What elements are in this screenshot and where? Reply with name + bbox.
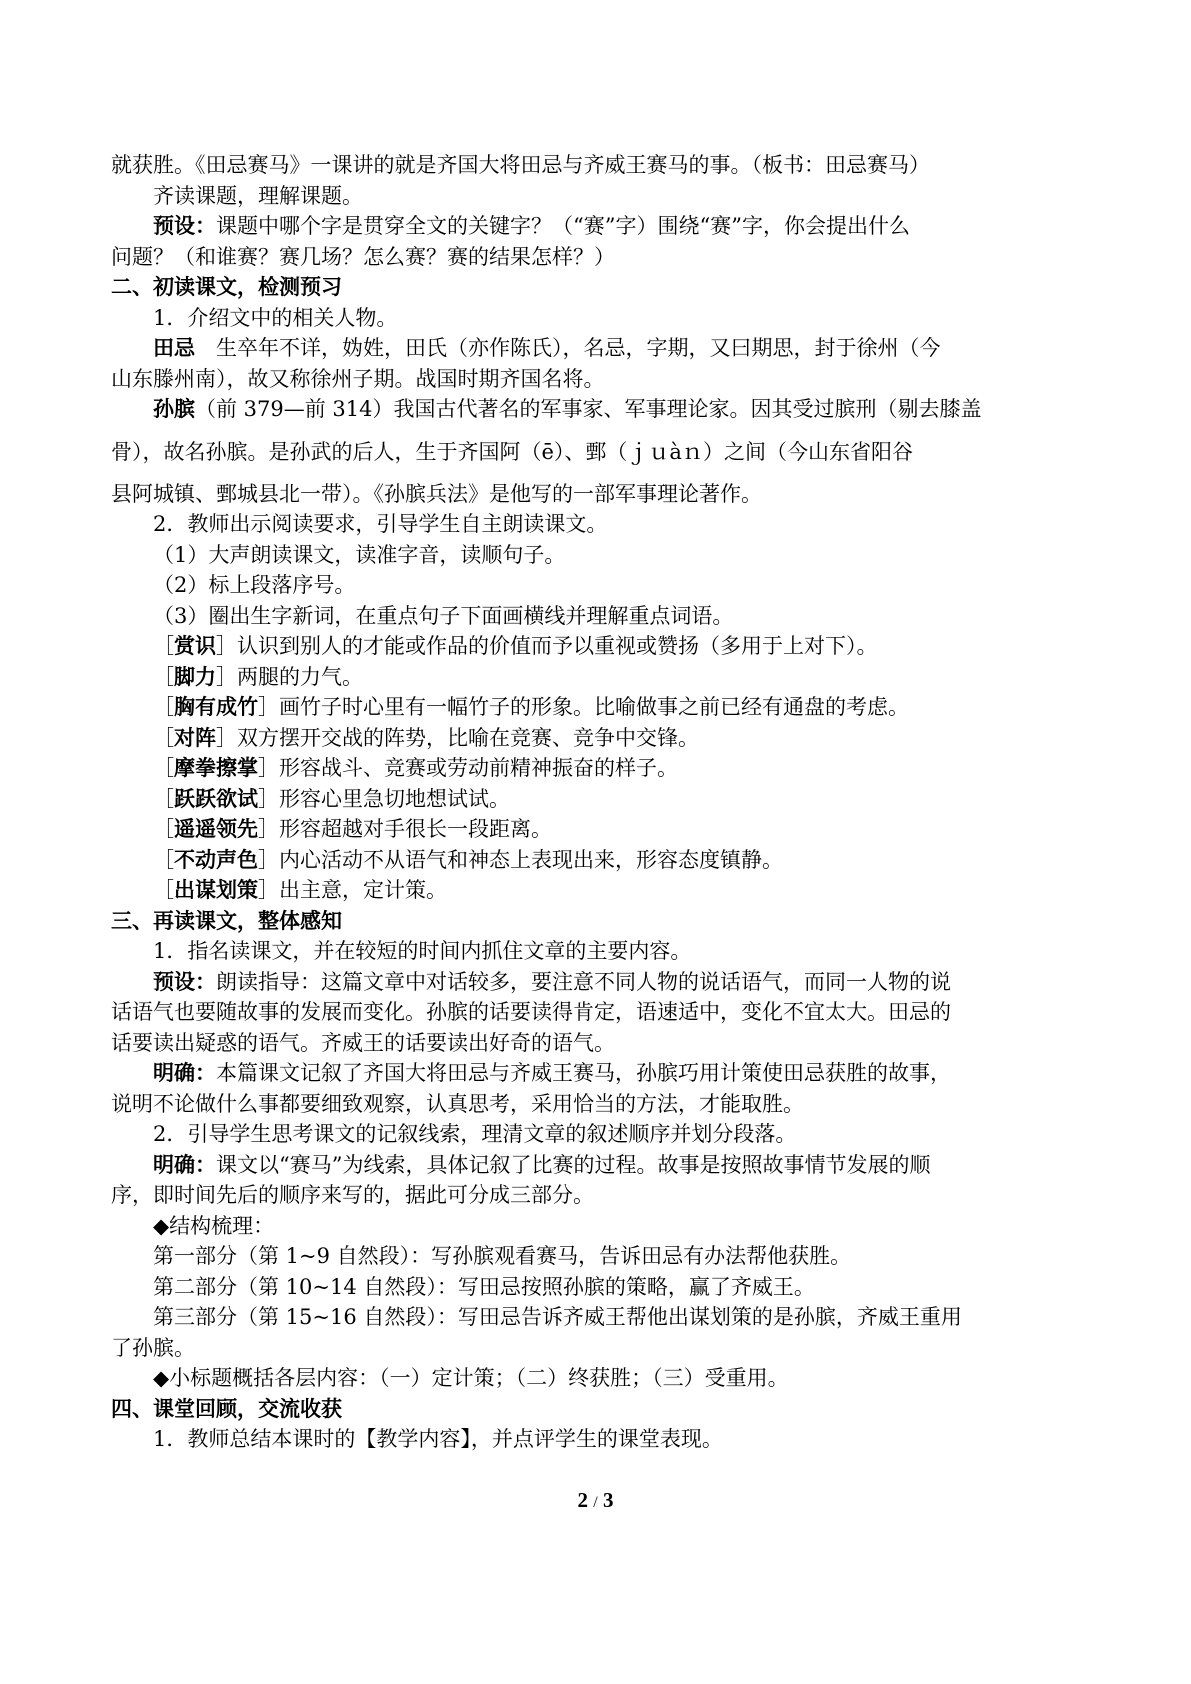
- text-line: [0, 875, 1191, 905]
- bold-text: 孙膑: [153, 396, 195, 421]
- text-run: 就获胜。《田忌赛马》一课讲的就是齐国大将田忌与齐威王赛马的事。（板书：田忌赛马）: [111, 153, 930, 177]
- text-line: [0, 845, 1191, 875]
- text-line: [0, 570, 1191, 600]
- text-run: 县阿城镇、鄄城县北一带）。《孙膑兵法》是他写的一部军事理论著作。: [111, 482, 762, 506]
- text-run: ◆结构梳理：: [153, 1214, 275, 1238]
- text-line: [0, 997, 1191, 1027]
- text-run: ］双方摆开交战的阵势，比喻在竞赛、竞争中交锋。: [216, 726, 699, 750]
- text-line: [0, 181, 1191, 211]
- text-line: [0, 540, 1191, 570]
- text-run: （前 379—前 314）我国古代著名的军事家、军事理论家。因其受过膑刑（剔去膝盖: [195, 397, 982, 421]
- text-run: 本篇课文记叙了齐国大将田忌与齐威王赛马，孙膑巧用计策使田忌获胜的故事，: [216, 1061, 951, 1085]
- text-run: 问题？（和谁赛？赛几场？怎么赛？赛的结果怎样？）: [111, 245, 615, 269]
- text-line: [0, 1119, 1191, 1149]
- text-run: 1．介绍文中的相关人物。: [153, 306, 398, 330]
- bold-text: 二、初读课文，检测预习: [111, 274, 342, 299]
- text-run: 山东滕州南），故又称徐州子期。战国时期齐国名将。: [111, 367, 605, 391]
- text-line: [0, 906, 1191, 936]
- text-run: 说明不论做什么事都要细致观察，认真思考，采用恰当的方法，才能取胜。: [111, 1092, 804, 1116]
- text-run: 齐读课题，理解课题。: [153, 184, 363, 208]
- text-run: 1．指名读课文，并在较短的时间内抓住文章的主要内容。: [153, 939, 692, 963]
- text-line: [0, 1302, 1191, 1332]
- page-current: 2: [577, 1488, 589, 1512]
- bold-text: 脚力: [174, 664, 216, 689]
- text-run: ］形容超越对手很长一段距离。: [258, 817, 552, 841]
- text-run: 话语气也要随故事的发展而变化。孙膑的话要读得肯定，语速适中，变化不宜太大。田忌的: [111, 1000, 951, 1024]
- text-run: （3）圈出生字新词，在重点句子下面画横线并理解重点词语。: [153, 604, 734, 628]
- text-run: ［: [153, 756, 174, 780]
- text-run: ］形容战斗、竞赛或劳动前精神振奋的样子。: [258, 756, 678, 780]
- bold-text: 出谋划策: [174, 877, 258, 902]
- bold-text: 明确：: [153, 1060, 216, 1085]
- text-run: ［: [153, 817, 174, 841]
- bold-text: 赏识: [174, 633, 216, 658]
- text-line: [0, 1089, 1191, 1119]
- text-line: [0, 1150, 1191, 1180]
- text-line: [0, 333, 1191, 363]
- text-run: ［: [153, 665, 174, 689]
- text-run: 第三部分（第 15~16 自然段）：写田忌告诉齐威王帮他出谋划策的是孙膑，齐威王重用: [153, 1305, 962, 1329]
- text-line: [0, 936, 1191, 966]
- text-line: [0, 1241, 1191, 1271]
- text-line: [0, 753, 1191, 783]
- text-run: 了孙膑。: [111, 1336, 195, 1360]
- text-run: 课文以“赛马”为线索，具体记叙了比赛的过程。故事是按照故事情节发展的顺: [216, 1153, 931, 1177]
- text-run: 1．教师总结本课时的【教学内容】，并点评学生的课堂表现。: [153, 1427, 723, 1451]
- text-run: ］认识到别人的才能或作品的价值而予以重视或赞扬（多用于上对下）。: [216, 634, 878, 658]
- text-run: 骨），故名孙膑。是孙武的后人，生于齐国阿（ē）、鄄（ｊｕàｎ）之间（今山东省阳谷: [111, 440, 913, 464]
- text-line: [0, 784, 1191, 814]
- bold-text: 遥遥领先: [174, 816, 258, 841]
- text-line: [0, 394, 1191, 424]
- text-line: [0, 1333, 1191, 1363]
- text-line: [0, 479, 1191, 509]
- text-run: 2．教师出示阅读要求，引导学生自主朗读课文。: [153, 512, 608, 536]
- bold-text: 三、再读课文，整体感知: [111, 908, 342, 933]
- text-line: [0, 150, 1191, 180]
- bold-text: 四、课堂回顾，交流收获: [111, 1396, 342, 1421]
- text-run: ［: [153, 726, 174, 750]
- text-run: ［: [153, 878, 174, 902]
- text-run: ］画竹子时心里有一幅竹子的形象。比喻做事之前已经有通盘的考虑。: [258, 695, 909, 719]
- text-run: 第一部分（第 1~9 自然段）：写孙膑观看赛马，告诉田忌有办法帮他获胜。: [153, 1244, 852, 1268]
- text-run: 朗读指导：这篇文章中对话较多，要注意不同人物的说话语气，而同一人物的说: [216, 970, 951, 994]
- text-run: 第二部分（第 10~14 自然段）：写田忌按照孙膑的策略，赢了齐威王。: [153, 1275, 815, 1299]
- text-line: [0, 272, 1191, 302]
- page-total: 3: [602, 1488, 614, 1512]
- text-line: [0, 1394, 1191, 1424]
- text-run: （1）大声朗读课文，读准字音，读顺句子。: [153, 543, 566, 567]
- bold-text: 预设：: [153, 969, 216, 994]
- text-line: [0, 437, 1191, 467]
- text-run: ］内心活动不从语气和神态上表现出来，形容态度镇静。: [258, 848, 783, 872]
- text-line: [0, 631, 1191, 661]
- bold-text: 田忌: [153, 335, 195, 360]
- text-line: [0, 1424, 1191, 1454]
- text-line: [0, 1058, 1191, 1088]
- text-line: [0, 662, 1191, 692]
- text-line: [0, 723, 1191, 753]
- bold-text: 预设：: [153, 213, 216, 238]
- text-line: [0, 692, 1191, 722]
- bold-text: 摩拳擦掌: [174, 755, 258, 780]
- text-line: [0, 303, 1191, 333]
- text-run: ［: [153, 848, 174, 872]
- text-run: 生卒年不详，妫姓，田氏（亦作陈氏），名忌，字期，又曰期思，封于徐州（今: [195, 336, 941, 360]
- text-run: 序，即时间先后的顺序来写的，据此可分成三部分。: [111, 1183, 594, 1207]
- text-line: [0, 1211, 1191, 1241]
- text-run: ］形容心里急切地想试试。: [258, 787, 510, 811]
- text-line: [0, 242, 1191, 272]
- page-separator: /: [593, 1494, 598, 1511]
- text-line: [0, 211, 1191, 241]
- page-number: [0, 1488, 1191, 1513]
- text-line: [0, 814, 1191, 844]
- text-line: [0, 1363, 1191, 1393]
- text-run: （2）标上段落序号。: [153, 573, 356, 597]
- text-run: 话要读出疑惑的语气。齐威王的话要读出好奇的语气。: [111, 1031, 615, 1055]
- bold-text: 胸有成竹: [174, 694, 258, 719]
- text-line: [0, 364, 1191, 394]
- bold-text: 不动声色: [174, 847, 258, 872]
- bold-text: 对阵: [174, 725, 216, 750]
- text-line: [0, 1180, 1191, 1210]
- text-line: [0, 601, 1191, 631]
- text-run: 2．引导学生思考课文的记叙线索，理清文章的叙述顺序并划分段落。: [153, 1122, 797, 1146]
- text-line: [0, 1028, 1191, 1058]
- text-run: 课题中哪个字是贯穿全文的关键字？（“赛”字）围绕“赛”字，你会提出什么: [216, 214, 910, 238]
- text-run: ◆小标题概括各层内容：（一）定计策；（二）终获胜；（三）受重用。: [153, 1366, 789, 1390]
- text-run: ［: [153, 634, 174, 658]
- text-run: ］两腿的力气。: [216, 665, 363, 689]
- text-run: ］出主意，定计策。: [258, 878, 447, 902]
- bold-text: 明确：: [153, 1152, 216, 1177]
- text-run: ［: [153, 787, 174, 811]
- text-line: [0, 967, 1191, 997]
- text-line: [0, 509, 1191, 539]
- text-run: ［: [153, 695, 174, 719]
- text-line: [0, 1272, 1191, 1302]
- bold-text: 跃跃欲试: [174, 786, 258, 811]
